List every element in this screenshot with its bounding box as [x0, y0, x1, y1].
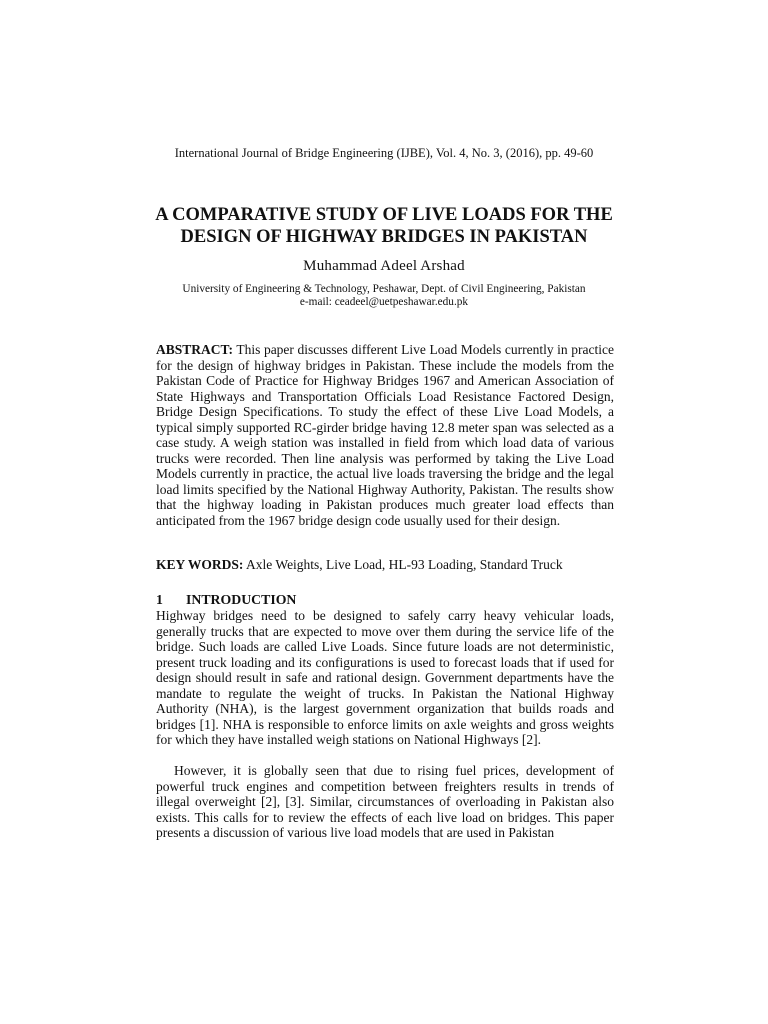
- journal-citation: International Journal of Bridge Engineering (IJBE), Vol. 4, No. 3, (2016), pp. 49-60: [174, 146, 594, 160]
- intro-paragraph-2: However, it is globally seen that due to rising fuel prices, development of powerful truck engines and competition between freighters results in trends of illegal overweight [2], [3]. Similar, circumstances of overloading in Pakistan also exists. This calls for to review the effects of each live load on bridges. This paper presents a discussion of various live load models that are used in Pakistan: [156, 763, 614, 840]
- section-number: 1: [156, 592, 163, 607]
- section-title: INTRODUCTION: [186, 592, 297, 607]
- affiliation: University of Engineering & Technology, Peshawar, Dept. of Civil Engineering, Pakistan: [182, 283, 586, 295]
- keywords: [156, 557, 614, 573]
- abstract: [156, 342, 614, 528]
- author-email: e-mail: ceadeel@uetpeshawar.edu.pk: [299, 296, 469, 308]
- paper-title: [100, 204, 668, 248]
- intro-paragraph-1: Highway bridges need to be designed to safely carry heavy vehicular loads, generally trucks that are expected to move over them during the service life of the bridge. Such loads are called Live Loads. Since future loads are not deterministic, present truck loading and its configurations is used to forecast loads that if used for design should result in safe and rational design. Government departments have the mandate to regulate the weight of trucks. In Pakistan the National Highway Authority (NHA), is the largest government organization that builds roads and bridges [1]. NHA is responsible to enforce limits on axle weights and gross weights for which they have installed weigh stations on National Highways [2].: [156, 608, 614, 747]
- author-affiliation-block: [0, 283, 768, 309]
- author-name: Muhammad Adeel Arshad: [303, 258, 465, 274]
- keywords-text: Axle Weights, Live Load, HL-93 Loading, Standard Truck: [246, 557, 563, 572]
- keywords-label: KEY WORDS:: [156, 557, 244, 572]
- abstract-text: This paper discusses different Live Load Models currently in practice for the design of highway bridges in Pakistan. These include the models from the Pakistan Code of Practice for Highway Bridges 1967 and American Association of State Highways and Transportation Officials Load Resistance Factored Design, Bridge Design Specifications. To study the effect of these Live Load Models, a typical simply supported RC-girder bridge having 12.8 meter span was selected as a case study. A weigh station was installed in field from which load data of various trucks were recorded. Then line analysis was performed by taking the Live Load Models currently in practice, the actual live loads traversing the bridge and the legal load limits specified by the National Highway Authority, Pakistan. The results show that the highway loading in Pakistan produces much greater load effects than anticipated from the 1967 bridge design code usually used for their design.: [156, 342, 614, 528]
- title-line-1: A COMPARATIVE STUDY OF LIVE LOADS FOR THE: [155, 205, 613, 225]
- section-heading-introduction: [156, 592, 296, 608]
- title-line-2: DESIGN OF HIGHWAY BRIDGES IN PAKISTAN: [180, 227, 588, 247]
- abstract-label: ABSTRACT:: [156, 342, 234, 357]
